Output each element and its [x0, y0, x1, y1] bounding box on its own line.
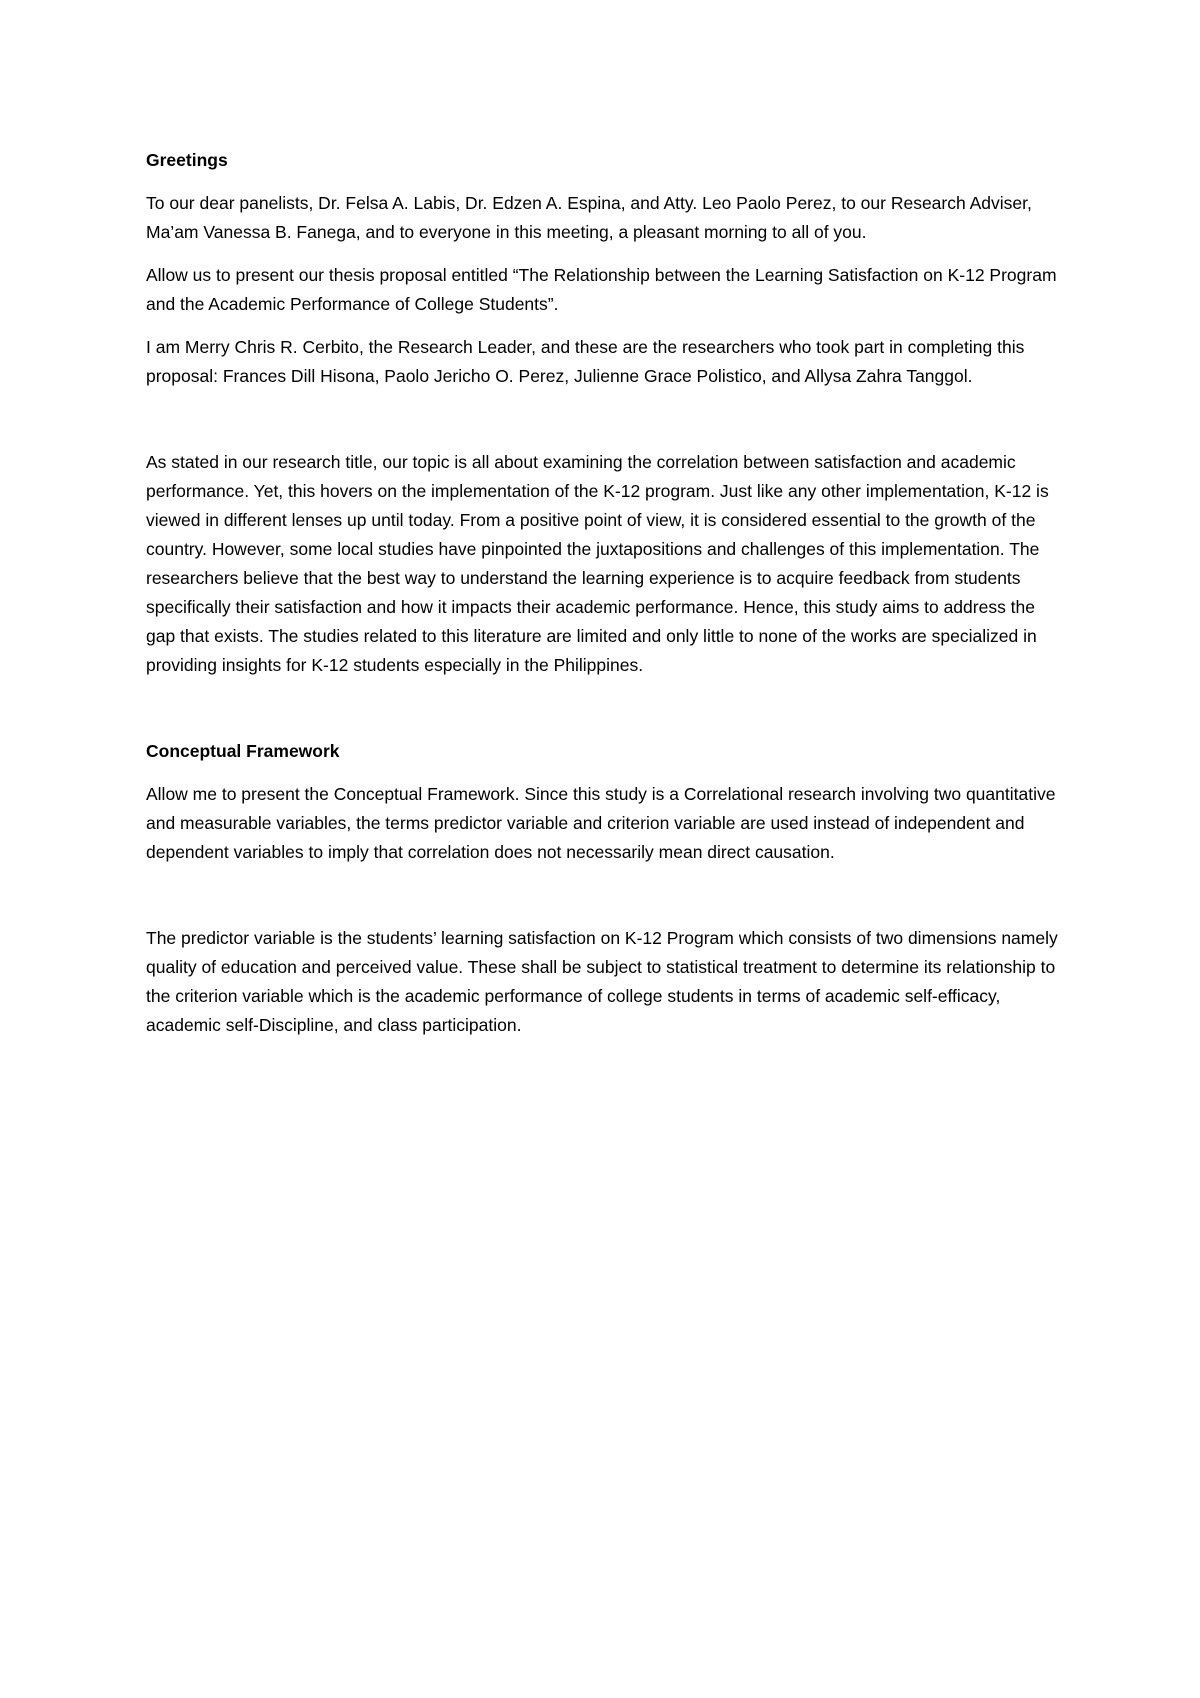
topic-paragraph: As stated in our research title, our topic is all about examining the correlation between satisfaction and academic performance. Yet, this hovers on the implementation of the K-12 program. Just like any other implementation, K-12 is viewed in different lenses up until today. From a positive point of view, it is considered essential to the growth of the country. However, some local studies have pinpointed the juxtapositions and challenges of this implementation. The researchers believe that the best way to understand the learning experience is to acquire feedback from students specifically their satisfaction and how it impacts their academic performance. Hence, this study aims to address the gap that exists. The studies related to this literature are limited and only little to none of the works are specialized in providing insights for K-12 students especially in the Philippines.	[146, 452, 1049, 675]
spacer	[146, 881, 1066, 924]
framework-paragraph-1: Allow me to present the Conceptual Framework. Since this study is a Correlational research involving two quantitative and measurable variables, the terms predictor variable and criterion variable are used instead of independent and dependent variables to imply that correlation does not necessarily mean direct causation.	[146, 784, 1056, 862]
researchers-paragraph: I am Merry Chris R. Cerbito, the Research Leader, and these are the researchers who took part in completing this proposal: Frances Dill Hisona, Paolo Jericho O. Perez, Julienne Grace Polistico, and Allysa Zahra Tanggol.	[146, 337, 1025, 386]
framework-heading: Conceptual Framework	[146, 741, 340, 761]
thesis-intro-paragraph: Allow us to present our thesis proposal entitled “The Relationship between the Learning Satisfaction on K-12 Program and the Academic Performance of College Students”.	[146, 265, 1057, 314]
greetings-paragraph: To our dear panelists, Dr. Felsa A. Labis, Dr. Edzen A. Espina, and Atty. Leo Paolo Perez, to our Research Adviser, Ma’am Vanessa B. Fanega, and to everyone in this meeting, a pleasant morning to all of you.	[146, 193, 1032, 242]
spacer	[146, 694, 1066, 737]
framework-paragraph-2: The predictor variable is the students’ learning satisfaction on K-12 Program which consists of two dimensions namely quality of education and perceived value. These shall be subject to statistical treatment to determine its relationship to the criterion variable which is the academic performance of college students in terms of academic self-efficacy, academic self-Discipline, and class participation.	[146, 928, 1058, 1035]
document-body	[146, 146, 1066, 1054]
greetings-heading: Greetings	[146, 150, 228, 170]
spacer	[146, 405, 1066, 448]
